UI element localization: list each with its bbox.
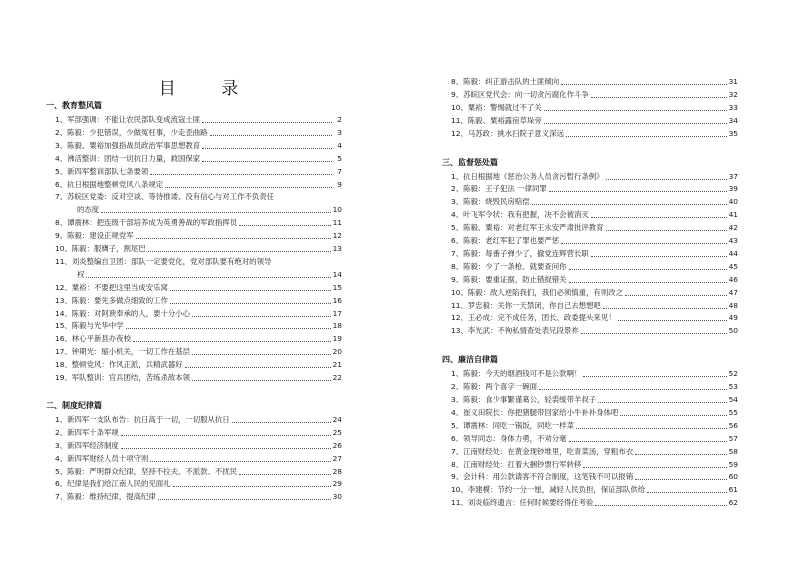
toc-dot-leader xyxy=(635,471,727,480)
toc-entry[interactable] xyxy=(451,196,738,208)
toc-dot-leader xyxy=(561,76,726,85)
toc-dot-leader xyxy=(133,333,331,342)
toc-page-number: 47 xyxy=(728,287,738,297)
toc-dot-leader xyxy=(591,209,727,218)
toc-dot-leader xyxy=(532,196,727,205)
toc-entry-title: 7、陈毅：维持纪律，提高纪律 xyxy=(55,492,156,502)
toc-dot-leader xyxy=(86,269,330,278)
toc-entry-title: 14、陈毅：对阿谀奉承的人，要十分小心 xyxy=(55,308,191,318)
toc-entry[interactable] xyxy=(451,368,738,380)
toc-dot-leader xyxy=(185,359,331,368)
toc-entry-title: 2、新四军十条军规 xyxy=(55,427,119,437)
toc-page-number: 28 xyxy=(332,466,342,476)
toc-dot-leader xyxy=(150,453,330,462)
toc-entry[interactable] xyxy=(451,222,738,234)
toc-dot-leader xyxy=(569,261,727,270)
toc-page-number: 22 xyxy=(332,373,342,382)
toc-dot-leader xyxy=(620,407,726,416)
toc-page-number: 48 xyxy=(728,300,738,310)
toc-page-number: 26 xyxy=(332,440,342,450)
toc-entry-title: 6、抗日根据地整顿党风八条规定 xyxy=(55,179,164,189)
toc-dot-leader xyxy=(121,440,331,449)
toc-entry-title: 10、李建模：节约一分一厘，减轻人民负担，保证部队供给 xyxy=(451,485,646,495)
toc-page-number: 50 xyxy=(728,326,738,336)
toc-dot-leader xyxy=(549,183,727,192)
toc-dot-leader xyxy=(192,346,331,355)
toc-page-number: 56 xyxy=(728,420,738,430)
toc-entry[interactable] xyxy=(451,325,738,337)
toc-entry[interactable] xyxy=(451,76,738,88)
toc-page-number: 53 xyxy=(728,382,738,392)
toc-dot-leader xyxy=(618,312,727,321)
toc-entry-title: 10、陈毅：敌人逆陷我们，我们必须慎重，有则改之 xyxy=(451,287,624,297)
toc-entry-title: 11、刘炎临终遗言：任何时候要经得住考验 xyxy=(451,498,594,508)
toc-dot-leader xyxy=(606,222,727,231)
toc-page-number: 18 xyxy=(332,321,342,331)
toc-dot-leader xyxy=(583,459,726,468)
toc-entry-title: 9、陈毅：建设正规党军 xyxy=(55,231,134,241)
toc-page-number: 61 xyxy=(728,485,738,495)
toc-entry-title: 9、会计科：用公款请客不符合制度，这笔钱不可以报销 xyxy=(451,472,634,482)
toc-dot-leader xyxy=(173,478,331,487)
toc-entry-title: 5、陈毅：严明群众纪律，坚持不拉夫、不派款、不扰民 xyxy=(55,466,238,476)
toc-dot-leader xyxy=(121,427,331,436)
toc-entry-title: 16、林心平新县办夜校 xyxy=(55,334,131,344)
toc-entry[interactable] xyxy=(451,312,738,324)
toc-entry[interactable] xyxy=(451,433,738,445)
toc-entry[interactable] xyxy=(451,381,738,393)
toc-dot-leader xyxy=(136,230,331,239)
toc-page-number: 30 xyxy=(332,492,342,502)
toc-entry-title: 3、陈毅：食少事繁谨葛公，轻裘缓带羊叔子 xyxy=(451,395,597,404)
toc-entry-title: 13、陈毅：要先多做点细致的工作 xyxy=(55,295,168,305)
toc-page-number: 34 xyxy=(728,115,738,125)
toc-entry[interactable] xyxy=(55,179,342,191)
toc-entry-title: 2、陈毅：少犯错误，少做冤枉事，少走歪曲路 xyxy=(55,127,208,137)
toc-entry[interactable] xyxy=(55,359,342,371)
toc-page-number: 4 xyxy=(337,140,342,150)
toc-entry-title: 9、苏皖区党代会：向一切贪污腐化作斗争 xyxy=(451,89,589,99)
toc-entry[interactable] xyxy=(55,372,342,384)
toc-page-number: 35 xyxy=(728,128,738,138)
toc-page-number: 12 xyxy=(332,231,342,241)
toc-entry[interactable] xyxy=(77,204,342,216)
toc-dot-leader xyxy=(591,248,727,257)
toc-entry-title: 6、领导同志：身体力勇，不劝分毫 xyxy=(451,433,567,443)
toc-entry[interactable] xyxy=(55,414,342,426)
toc-entry-title: 3、新四军经济制度 xyxy=(55,440,119,450)
toc-entry[interactable] xyxy=(451,102,738,114)
toc-entry[interactable] xyxy=(451,261,738,273)
toc-entry[interactable] xyxy=(451,235,738,247)
toc-dot-leader xyxy=(158,491,331,500)
toc-entry-title: 7、陈毅：每番子弹少了，撤党连辉营长职 xyxy=(451,248,589,258)
toc-dot-leader xyxy=(569,433,727,442)
toc-page-number: 19 xyxy=(332,334,342,344)
section-title: 四、廉洁自律篇 xyxy=(442,355,498,365)
toc-page-number: 7 xyxy=(337,166,342,176)
toc-entry[interactable] xyxy=(451,497,738,509)
toc-dot-leader xyxy=(583,368,726,377)
toc-dot-leader xyxy=(148,243,331,252)
toc-entry[interactable] xyxy=(451,287,738,299)
toc-entry-title: 5、新四军整训部队七条要领 xyxy=(55,166,149,176)
toc-entry[interactable] xyxy=(451,274,738,286)
toc-page-number: 25 xyxy=(332,427,342,437)
toc-dot-leader xyxy=(603,300,727,309)
toc-entry[interactable] xyxy=(451,484,738,496)
toc-dot-leader xyxy=(595,497,726,506)
toc-entry-title: 6、陈毅：老红军犯了罪也要严惩 xyxy=(451,236,560,245)
toc-dot-leader xyxy=(625,287,727,296)
toc-entry[interactable] xyxy=(55,491,342,503)
section-title: 三、监督惩处篇 xyxy=(442,157,498,167)
toc-page-number: 46 xyxy=(728,274,738,284)
toc-entry-title: 12、粟裕：不要把这里当成安乐窝 xyxy=(55,282,168,292)
toc-dot-leader xyxy=(566,128,727,137)
toc-entry[interactable] xyxy=(55,295,342,307)
toc-entry-title: 5、陈毅、粟裕：对老红军王永安严肃批评教育 xyxy=(451,223,604,233)
toc-dot-leader xyxy=(202,153,332,162)
toc-entry-title: 8、陈毅：纠正游击队的土匪倾向 xyxy=(451,77,560,86)
toc-dot-leader xyxy=(170,295,331,304)
toc-page-number: 55 xyxy=(728,407,738,417)
toc-page-number: 27 xyxy=(332,453,342,463)
toc-entry-title: 3、陈毅、粟裕加强指战员政治军事思想教育 xyxy=(55,140,201,150)
toc-page-number: 52 xyxy=(728,369,738,379)
toc-entry[interactable] xyxy=(55,478,342,490)
toc-entry[interactable] xyxy=(451,420,738,432)
toc-entry[interactable] xyxy=(55,256,342,268)
toc-entry[interactable] xyxy=(55,191,342,203)
toc-dot-leader xyxy=(539,381,727,390)
toc-dot-leader xyxy=(647,484,726,493)
toc-entry[interactable] xyxy=(451,459,738,471)
toc-entry-title: 7、江南财经处：在黄金现钞堆里，吃青菜汤，穿粗布衣 xyxy=(451,446,634,456)
toc-page-number: 11 xyxy=(332,218,342,228)
toc-entry-title: 1、抗日根据地《惩治公务人员贪污暂行条例》 xyxy=(451,171,604,181)
toc-page-number: 57 xyxy=(728,433,738,443)
toc-entry[interactable] xyxy=(55,127,342,139)
toc-entry[interactable] xyxy=(451,209,738,221)
toc-page-number: 32 xyxy=(728,89,738,99)
toc-page-number: 45 xyxy=(728,261,738,271)
toc-entry[interactable] xyxy=(451,471,738,483)
toc-entry-title: 13、李光武：不徇私情查处表兄段景祚 xyxy=(451,326,579,336)
toc-entry-title: 权 xyxy=(77,269,85,279)
toc-page-number: 20 xyxy=(332,347,342,357)
toc-page-number: 42 xyxy=(728,223,738,233)
toc-page-number: 9 xyxy=(337,179,342,189)
toc-dot-leader xyxy=(202,140,332,149)
toc-dot-leader xyxy=(561,235,726,244)
toc-entry-title: 10、陈毅：服膺子，割尾巴 xyxy=(55,244,146,253)
toc-page-number: 41 xyxy=(728,210,738,220)
toc-page-number: 10 xyxy=(332,205,342,215)
toc-dot-leader xyxy=(544,102,727,111)
toc-dot-leader xyxy=(101,204,330,213)
toc-entry[interactable] xyxy=(451,407,738,419)
toc-dot-leader xyxy=(239,217,331,226)
toc-entry[interactable] xyxy=(55,114,342,126)
toc-page-number: 54 xyxy=(728,395,738,404)
toc-entry-title: 12、马苏政：挑水扫院子意义深远 xyxy=(451,128,564,138)
toc-page-number: 14 xyxy=(332,269,342,279)
toc-page-number: 58 xyxy=(728,446,738,456)
toc-entry-title: 11、刘炎整编自卫团：部队一定要党化，党对部队要有绝对的领导 xyxy=(55,256,272,266)
toc-entry-title: 1、陈毅：今天的烟酒钱可不是公款啊！ xyxy=(451,369,582,379)
toc-page-number: 60 xyxy=(728,472,738,482)
toc-page-number: 44 xyxy=(728,248,738,258)
toc-dot-leader xyxy=(635,446,727,455)
toc-entry-title: 11、陈毅、粟裕露宿草垛旁 xyxy=(451,115,542,125)
toc-entry[interactable] xyxy=(451,115,738,127)
toc-entry-title: 11、罗忠毅：关你一天禁闭，你自己去想想吧 xyxy=(451,300,601,310)
toc-entry[interactable] xyxy=(55,153,342,165)
toc-entry-title: 8、谭震林：把连级干部培养成为英勇善战的军政指挥员 xyxy=(55,218,238,228)
section-title: 二、制度纪律篇 xyxy=(46,400,102,410)
toc-entry[interactable] xyxy=(451,394,738,406)
section-title: 一、教育整风篇 xyxy=(46,101,102,110)
toc-dot-leader xyxy=(581,325,727,334)
toc-page-number: 49 xyxy=(728,313,738,323)
toc-entry[interactable] xyxy=(451,171,738,183)
toc-entry[interactable] xyxy=(55,140,342,152)
toc-dot-leader xyxy=(210,127,332,136)
toc-dot-leader xyxy=(150,166,332,175)
toc-page-number: 3 xyxy=(337,127,342,137)
toc-entry[interactable] xyxy=(55,427,342,439)
toc-entry[interactable] xyxy=(55,243,342,255)
toc-page-number: 43 xyxy=(728,236,738,245)
toc-dot-leader xyxy=(192,372,331,381)
toc-entry[interactable] xyxy=(77,269,342,281)
toc-entry-title: 4、崔义田院长：你把猪腿带回家给小牛补补身体吧 xyxy=(451,407,619,417)
toc-page-number: 5 xyxy=(337,153,342,163)
toc-entry-title: 5、谭震林：同吃一锅饭，同吃一样菜 xyxy=(451,420,574,430)
toc-page-number: 13 xyxy=(332,244,342,253)
toc-entry-title: 的态度 xyxy=(77,205,100,215)
toc-entry[interactable] xyxy=(451,248,738,260)
toc-page-number: 24 xyxy=(332,414,342,424)
toc-dot-leader xyxy=(170,282,331,291)
toc-entry[interactable] xyxy=(55,282,342,294)
toc-title: 目 录 xyxy=(158,79,259,99)
toc-entry[interactable] xyxy=(55,217,342,229)
toc-dot-leader xyxy=(544,115,727,124)
toc-page-number: 29 xyxy=(332,479,342,489)
toc-dot-leader xyxy=(126,320,331,329)
toc-entry[interactable] xyxy=(55,440,342,452)
toc-entry[interactable] xyxy=(55,320,342,332)
toc-page-number: 16 xyxy=(332,295,342,305)
toc-entry-title: 12、王必成：完不成任务，团长、政委提头来见！ xyxy=(451,313,616,323)
toc-entry-title: 6、纪律是我们给江南人民的见面礼 xyxy=(55,479,171,489)
toc-entry-title: 7、苏皖区党委：反对空谈、等待推诿、没有信心与对工作不负责任 xyxy=(55,192,275,202)
toc-entry[interactable] xyxy=(55,466,342,478)
toc-entry[interactable] xyxy=(451,183,738,195)
toc-entry[interactable] xyxy=(55,453,342,465)
toc-page-number: 17 xyxy=(332,308,342,318)
toc-dot-leader xyxy=(232,414,331,423)
toc-entry-title: 10、粟裕：警惕就过不了关 xyxy=(451,102,542,112)
toc-page-number: 62 xyxy=(728,498,738,508)
toc-entry-title: 18、整顿党风：作风正派，兵精武器好 xyxy=(55,360,183,370)
toc-entry[interactable] xyxy=(451,128,738,140)
toc-dot-leader xyxy=(202,114,332,123)
toc-dot-leader xyxy=(576,420,727,429)
toc-page-number: 21 xyxy=(332,360,342,370)
toc-entry[interactable] xyxy=(55,230,342,242)
toc-dot-leader xyxy=(591,89,727,98)
toc-entry-title: 15、陈毅与光华中学 xyxy=(55,321,124,331)
toc-page-number: 2 xyxy=(337,115,342,124)
toc-dot-leader xyxy=(165,179,332,188)
toc-dot-leader xyxy=(192,308,331,317)
toc-page-number: 39 xyxy=(728,184,738,194)
toc-entry-title: 8、陈毅：少了一条枪、就要查问你 xyxy=(451,261,567,271)
toc-entry-title: 4、叶飞军令状：我有把握，决不会被消灭 xyxy=(451,210,589,220)
toc-page-number: 33 xyxy=(728,102,738,112)
toc-dot-leader xyxy=(239,466,331,475)
toc-entry-title: 19、军队整训：官兵团结，苦练杀敌本领 xyxy=(55,373,191,382)
toc-entry-title: 8、江南财经处：扛着大捆钞票行军转移 xyxy=(451,459,582,469)
toc-page-number: 37 xyxy=(728,171,738,181)
right-page xyxy=(397,0,794,581)
toc-entry[interactable] xyxy=(55,308,342,320)
toc-entry[interactable] xyxy=(451,300,738,312)
toc-entry-title: 3、陈毅：烧毁民房赔偿 xyxy=(451,197,530,207)
toc-entry-title: 2、陈毅：两个喜字一碗面 xyxy=(451,382,538,392)
toc-page-number: 15 xyxy=(332,282,342,292)
toc-entry[interactable] xyxy=(55,346,342,358)
toc-dot-leader xyxy=(569,274,727,283)
toc-dot-leader xyxy=(606,171,727,180)
toc-entry-title: 4、新四军财经人员十项守则 xyxy=(55,453,149,463)
toc-entry[interactable] xyxy=(55,333,342,345)
toc-entry[interactable] xyxy=(451,446,738,458)
toc-entry-title: 2、陈毅：王子犯法 一律同罪 xyxy=(451,184,547,194)
toc-entry-title: 1、新四军一支队布告：抗日高于一切，一切服从抗日 xyxy=(55,414,230,424)
toc-entry[interactable] xyxy=(451,89,738,101)
toc-dot-leader xyxy=(598,394,726,403)
toc-page-number: 59 xyxy=(728,459,738,469)
toc-entry-title: 9、陈毅：要重证据，防止错捉错关 xyxy=(451,274,567,284)
toc-entry[interactable] xyxy=(55,166,342,178)
toc-page-number: 31 xyxy=(728,77,738,86)
toc-entry-title: 17、钟期光：缩小机关，一切工作在基层 xyxy=(55,347,191,357)
toc-entry-title: 4、沸活整训：团结一切抗日力量，救国保家 xyxy=(55,153,201,163)
toc-page-number: 40 xyxy=(728,197,738,207)
toc-entry-title: 1、军部强调：不能让农民部队变成流寇土匪 xyxy=(55,115,201,124)
